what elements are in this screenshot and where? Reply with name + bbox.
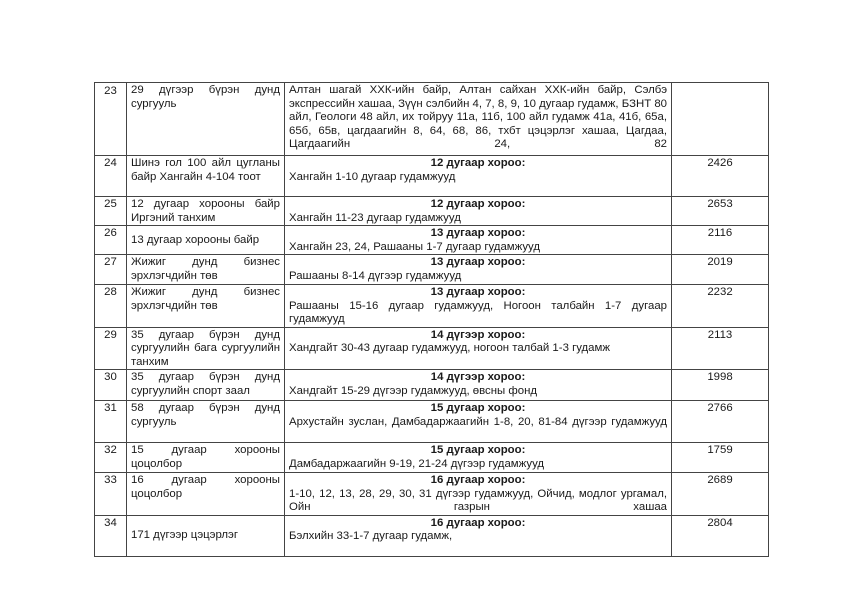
area-text: Бэлхийн 33-1-7 дугаар гудамж, [289,530,453,542]
row-number: 24 [95,156,127,197]
table-row [95,327,769,370]
table-row [95,226,769,255]
table-row [95,370,769,401]
row-number: 31 [95,401,127,443]
row-number: 26 [95,226,127,255]
row-count: 2426 [672,156,769,197]
row-area [285,515,672,556]
row-location: Жижиг дунд бизнес эрхлэгчдийн төв [127,255,285,285]
row-number: 27 [95,255,127,285]
row-count: 1759 [672,443,769,473]
row-number: 29 [95,327,127,370]
area-text: Дамбадаржаагийн 9-19, 21-24 дүгээр гудамжууд [289,457,545,470]
area-text: Алтан шагай ХХК-ийн байр, Алтан сайхан ХХК-ийн байр, Сэлбэ экспрессийн хашаа, Зүүн сэлбийн 4, 7, 8, 9, 10 дугаар гудамж, БЗНТ 80 айл, Геологи 48 айл, их тойруу 11а, 11б, 100 айл гудамж 41а, 41б, 65а, 65б, 65в, цагдаагийн 8, 64, 68, 86, тхбт цэцэрлэг хашаа, Цагдаа, Цагдаагийн 24, 82 [289,84,667,150]
table-row [95,255,769,285]
row-count: 2113 [672,327,769,370]
area-text: Хандгайт 15-29 дүгээр гудамжууд, өвсны фонд [289,384,538,397]
area-text: Хангайн 1-10 дугаар гудамжууд [289,170,456,183]
khoroo-heading: 15 дугаар хороо: [430,444,526,456]
area-text: Хангайн 11-23 дугаар гудамжууд [289,211,461,224]
row-location: 15 дугаар хорооны цоцолбор [127,443,285,473]
row-area [285,156,672,197]
row-area [285,370,672,401]
khoroo-heading: 12 дугаар хороо: [430,157,526,169]
row-count: 2689 [672,473,769,516]
khoroo-heading: 14 дүгээр хороо: [430,371,526,383]
row-number: 30 [95,370,127,401]
row-location: Шинэ гол 100 айл цугланы байр Хангайн 4-104 тоот [127,156,285,197]
row-location: 12 дугаар хорооны байр Иргэний танхим [127,197,285,226]
row-number: 23 [95,83,127,156]
area-text: Хангайн 23, 24, Рашааны 1-7 дугаар гудамжууд [289,240,541,253]
area-text: Рашааны 15-16 дугаар гудамжууд, Ногоон талбайн 1-7 дугаар гудамжууд [289,299,667,325]
row-area [285,473,672,516]
row-count [672,83,769,156]
row-number: 33 [95,473,127,516]
row-area [285,83,672,156]
row-location: 16 дугаар хорооны цоцолбор [127,473,285,516]
khoroo-heading: 16 дугаар хороо: [430,474,526,486]
row-count: 2653 [672,197,769,226]
row-number: 34 [95,515,127,556]
row-location: 35 дугаар бүрэн дунд сургуулийн спорт заал [127,370,285,401]
row-count: 2766 [672,401,769,443]
row-location: 13 дугаар хорооны байр [127,226,285,255]
table-row [95,197,769,226]
row-area [285,255,672,285]
area-text: Рашааны 8-14 дүгээр гудамжууд [289,269,462,282]
area-text: 1-10, 12, 13, 28, 29, 30, 31 дүгээр гудамжууд, Ойчид, модлог ургамал, Ойн газрын хашаа [289,487,667,513]
khoroo-heading: 14 дүгээр хороо: [430,328,526,341]
row-count: 1998 [672,370,769,401]
khoroo-heading: 13 дугаар хороо: [430,286,526,298]
row-count: 2019 [672,255,769,285]
table-row [95,443,769,473]
row-area [285,285,672,328]
row-number: 28 [95,285,127,328]
area-text: Архустайн зуслан, Дамбадаржаагийн 1-8, 20, 81-84 дүгээр гудамжууд [289,415,667,428]
row-location: Жижиг дунд бизнес эрхлэгчдийн төв [127,285,285,328]
row-location: 171 дүгээр цэцэрлэг [127,515,285,556]
row-count: 2116 [672,226,769,255]
row-location: 29 дүгээр бүрэн дунд сургууль [127,83,285,156]
table-row [95,285,769,328]
row-location: 35 дугаар бүрэн дунд сургуулийн бага сургуулийн танхим [127,327,285,370]
row-location: 58 дугаар бүрэн дунд сургууль [127,401,285,443]
row-area [285,197,672,226]
khoroo-heading: 13 дугаар хороо: [430,227,526,239]
area-text: Хандгайт 30-43 дугаар гудамжууд, ногоон талбай 1-3 гудамж [289,342,610,354]
row-number: 25 [95,197,127,226]
table-row [95,473,769,516]
khoroo-heading: 13 дугаар хороо: [430,256,526,268]
row-count: 2232 [672,285,769,328]
khoroo-heading: 15 дугаар хороо: [430,402,526,414]
polling-stations-table [94,82,769,557]
table-row [95,156,769,197]
table-row [95,83,769,156]
khoroo-heading: 16 дугаар хороо: [430,516,526,529]
row-count: 2804 [672,515,769,556]
row-area [285,226,672,255]
khoroo-heading: 12 дугаар хороо: [430,198,526,210]
row-area [285,443,672,473]
row-number: 32 [95,443,127,473]
table-row [95,515,769,556]
row-area [285,327,672,370]
row-area [285,401,672,443]
table-row [95,401,769,443]
